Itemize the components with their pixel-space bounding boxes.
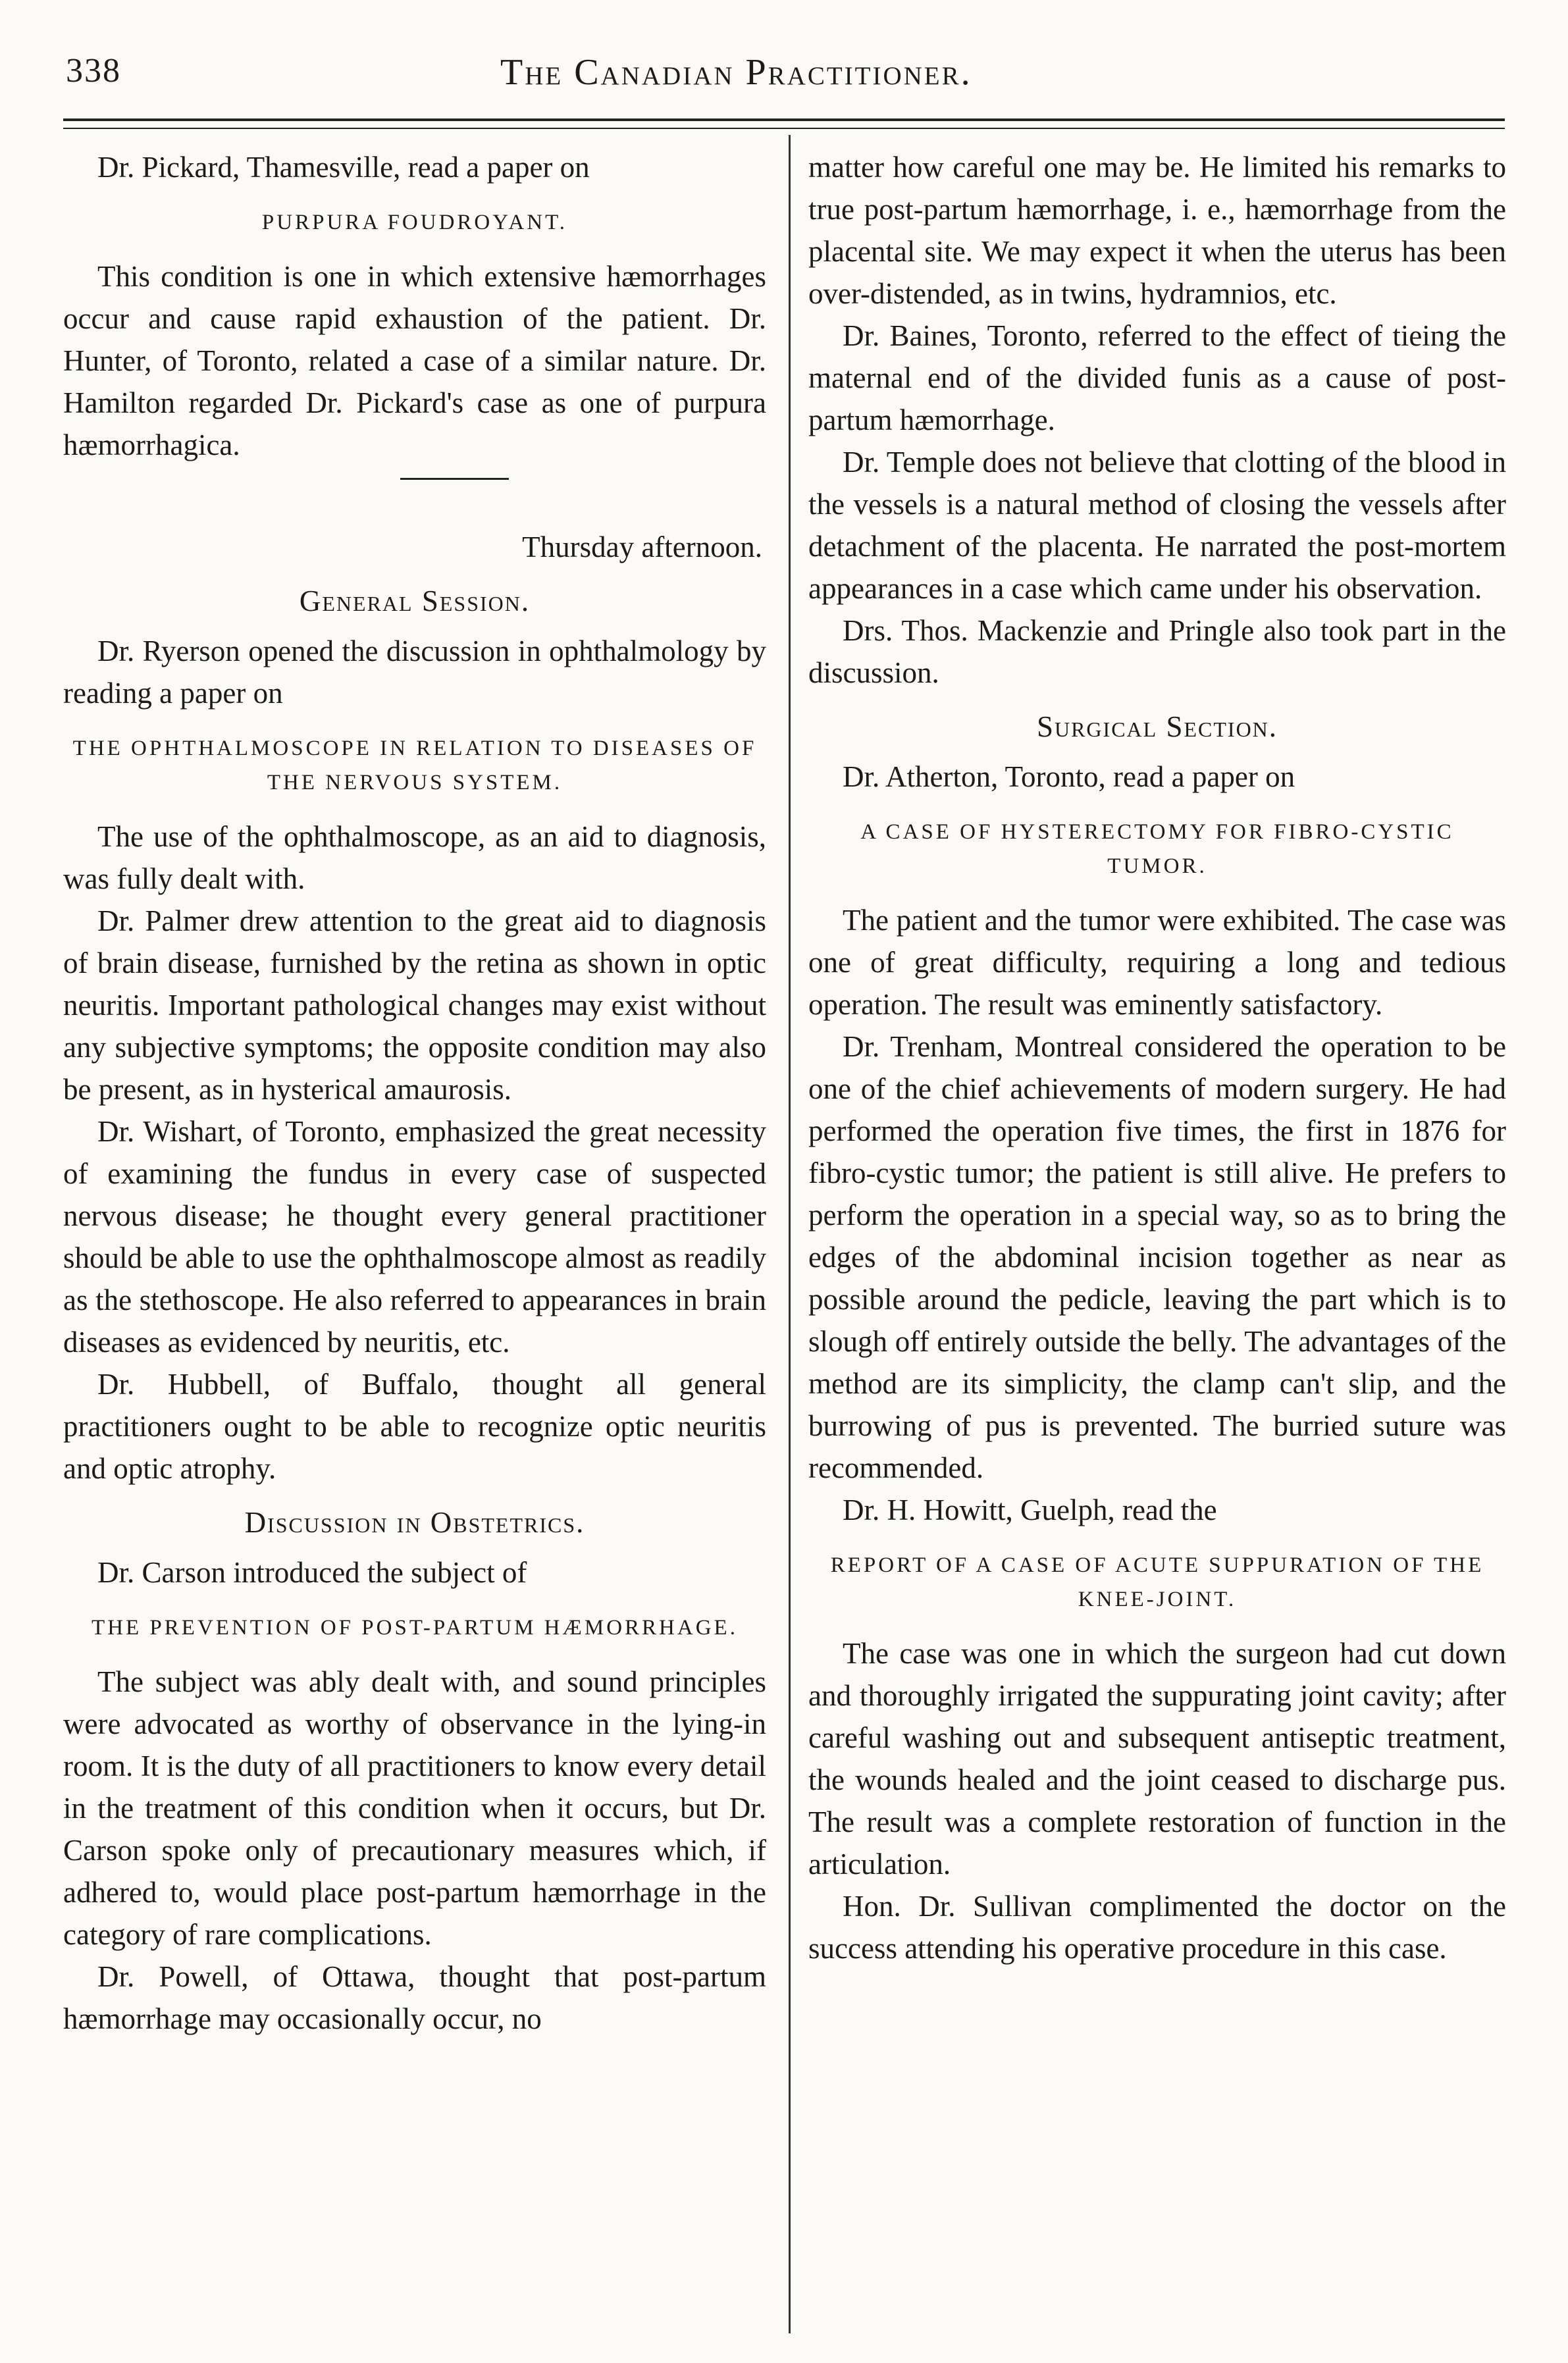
- paragraph: Dr. Wishart, of Toronto, emphasized the great necessity of examining the fundus in every case of suspected nervous disease; he thought every general practitioner should be able to use the ophthalmoscope almost as readily as the stethoscope. He also referred to appearances in brain diseases as evidenced by neuritis, etc.: [63, 1115, 766, 1359]
- section-heading: Discussion in Obstetrics.: [244, 1506, 585, 1539]
- dateline: Thursday afternoon.: [522, 531, 762, 563]
- paragraph: Dr. Temple does not believe that clotting of the blood in the vessels is a natural method of closing the vessels after detachment of the placenta. He narrated the post-mortem appearances in a case which came under his observation.: [808, 446, 1506, 605]
- separator-rule: [400, 478, 509, 480]
- paper-title: THE OPHTHALMOSCOPE IN RELATION TO DISEASES OF THE NERVOUS SYSTEM.: [72, 737, 757, 794]
- paper-title: THE PREVENTION OF POST-PARTUM HÆMORRHAGE.: [91, 1616, 738, 1640]
- section-heading: Surgical Section.: [1036, 710, 1278, 743]
- paragraph: The case was one in which the surgeon had cut down and thoroughly irrigated the suppurating joint cavity; after careful washing out and subsequent antiseptic treatment, the wounds healed and the joint ceased to discharge pus. The result was a complete restoration of function in the articulation.: [808, 1637, 1506, 1881]
- paragraph: Dr. Atherton, Toronto, read a paper on: [843, 760, 1295, 793]
- section-heading: General Session.: [299, 584, 531, 617]
- paragraph: Dr. Ryerson opened the discussion in ophthalmology by reading a paper on: [63, 635, 766, 710]
- paragraph: Dr. Hubbell, of Buffalo, thought all general practitioners ought to be able to recognize optic neuritis and optic atrophy.: [63, 1368, 766, 1485]
- paragraph: The patient and the tumor were exhibited. The case was one of great difficulty, requiring a long and tedious operation. The result was eminently satisfactory.: [808, 904, 1506, 1021]
- paragraph: Dr. Powell, of Ottawa, thought that post-partum hæmorrhage may occasionally occur, no: [63, 1960, 766, 2035]
- column-divider: [789, 135, 791, 2333]
- journal-title: The Canadian Practitioner.: [500, 52, 972, 93]
- paper-title: REPORT OF A CASE OF ACUTE SUPPURATION OF THE KNEE-JOINT.: [830, 1553, 1484, 1611]
- section-heading: PURPURA FOUDROYANT.: [261, 211, 568, 234]
- paragraph: This condition is one in which extensive hæmorrhages occur and cause rapid exhaustion of the patient. Dr. Hunter, of Toronto, related a case of a similar nature. Dr. Hamilton regarded Dr. Pickard's case as one of purpura hæmorrhagica.: [63, 260, 766, 461]
- paragraph: Dr. Carson introduced the subject of: [97, 1556, 527, 1589]
- paragraph: Dr. Palmer drew attention to the great aid to diagnosis of brain disease, furnished by the retina as shown in optic neuritis. Important pathological changes may exist without any subjective symptoms; the opposite condition may also be present, as in hysterical amaurosis.: [63, 904, 766, 1106]
- paragraph: Hon. Dr. Sullivan complimented the doctor on the success attending his operative procedure in this case.: [808, 1890, 1506, 1965]
- paragraph: Drs. Thos. Mackenzie and Pringle also took part in the discussion.: [808, 614, 1506, 689]
- page-number: 338: [66, 52, 121, 90]
- paragraph: matter how careful one may be. He limited his remarks to true post-partum hæmorrhage, i. e., hæmorrhage from the placental site. We may expect it when the uterus has been over-distended, as in twins, hydramnios, etc.: [808, 151, 1506, 310]
- paragraph: The use of the ophthalmoscope, as an aid to diagnosis, was fully dealt with.: [63, 820, 766, 895]
- paragraph: The subject was ably dealt with, and sound principles were advocated as worthy of observance in the lying-in room. It is the duty of all practitioners to know every detail in the treatment of this condition when it occurs, but Dr. Carson spoke only of precautionary measures which, if adhered to, would place post-partum hæmorrhage in the category of rare complications.: [63, 1665, 766, 1951]
- paragraph: Dr. Baines, Toronto, referred to the effect of tieing the maternal end of the divided funis as a cause of post-partum hæmorrhage.: [808, 319, 1506, 436]
- paper-title: A CASE OF HYSTERECTOMY FOR FIBRO-CYSTIC TUMOR.: [860, 820, 1454, 878]
- paragraph: Dr. H. Howitt, Guelph, read the: [843, 1493, 1217, 1526]
- right-column: [808, 146, 1506, 1969]
- running-head: [0, 51, 1568, 104]
- header-rule-thin: [63, 128, 1505, 129]
- paragraph: Dr. Trenham, Montreal considered the operation to be one of the chief achievements of modern surgery. He had performed the operation five times, the first in 1876 for fibro-cystic tumor; the patient is still alive. He prefers to perform the operation in a special way, so as to bring the edges of the abdominal incision together as near as possible around the pedicle, leaving the part which is to slough off entirely outside the belly. The advantages of the method are its simplicity, the clamp can't slip, and the burrowing of pus is prevented. The burried suture was recommended.: [808, 1030, 1506, 1484]
- left-column: [63, 146, 766, 2040]
- paragraph: Dr. Pickard, Thamesville, read a paper on: [97, 151, 590, 184]
- header-rule: [63, 118, 1505, 121]
